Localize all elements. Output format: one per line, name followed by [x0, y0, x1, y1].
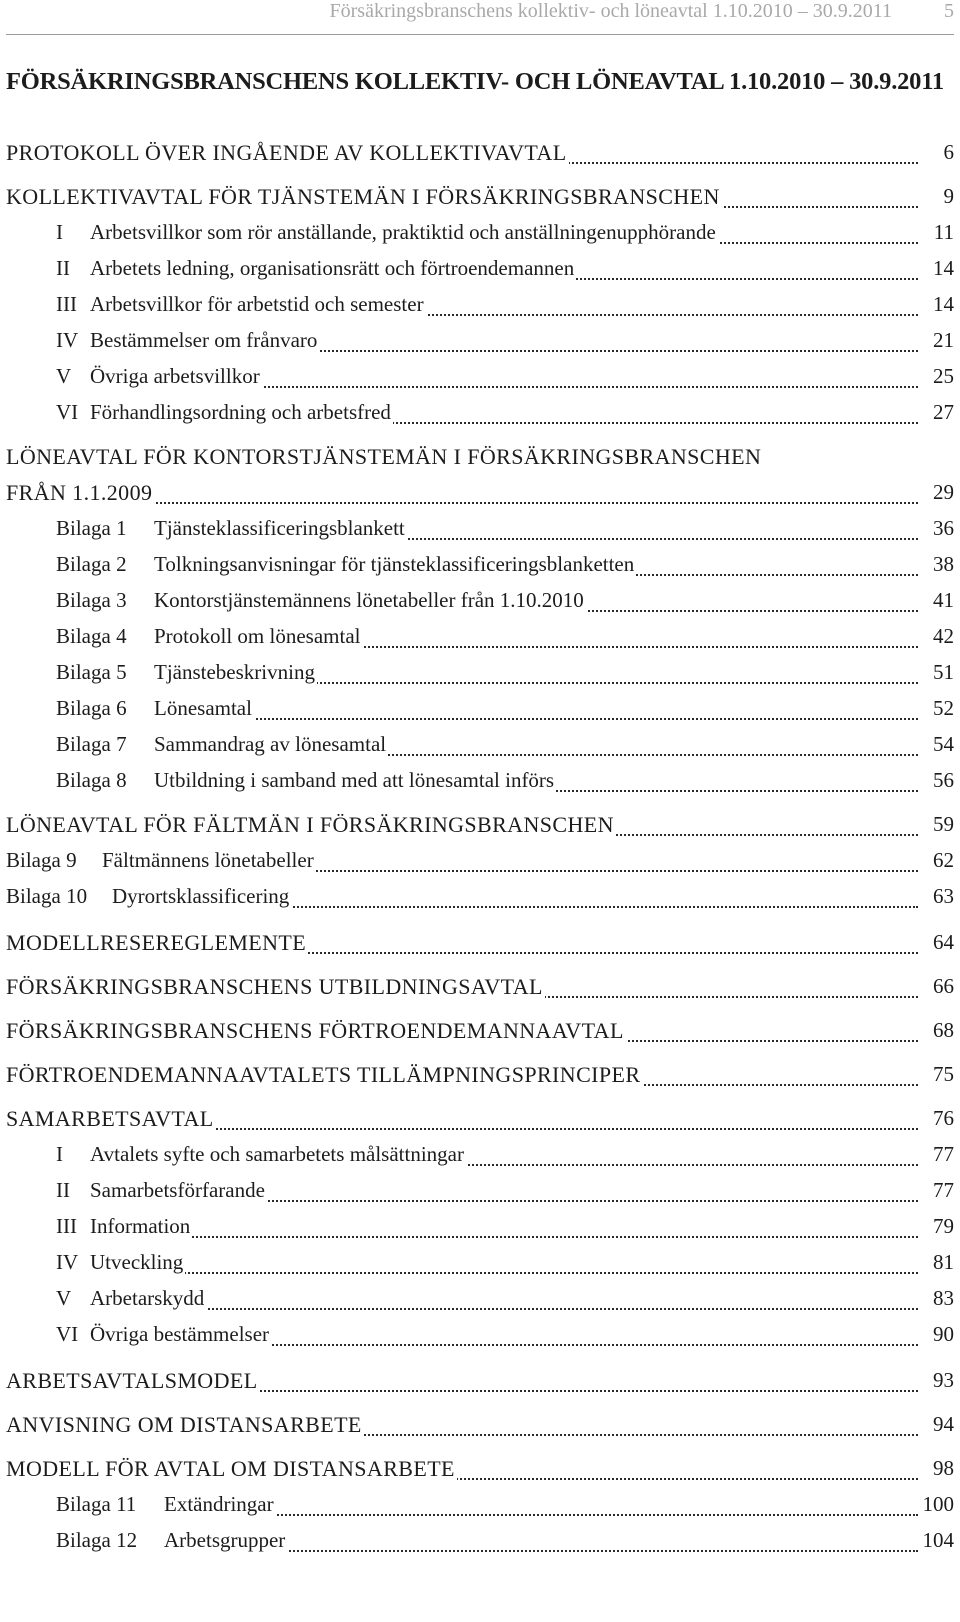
toc-entry-label: Arbetsgrupper	[164, 1528, 286, 1552]
toc-entry-label: Utveckling	[90, 1250, 184, 1274]
toc-entry-prefix: VI	[56, 1322, 79, 1346]
toc-entry-label: Sammandrag av lönesamtal	[154, 732, 387, 756]
toc-entry-page: 38	[933, 552, 954, 576]
toc-entry[interactable]	[0, 1214, 960, 1248]
toc-entry-page: 25	[933, 364, 954, 388]
toc-entry-prefix: V	[56, 1286, 72, 1310]
toc-entry[interactable]	[0, 1106, 960, 1140]
toc-entry[interactable]	[0, 516, 960, 550]
toc-entry-label: Tolkningsanvisningar för tjänsteklassificeringsblanketten	[154, 552, 635, 576]
toc-entry[interactable]	[0, 220, 960, 254]
toc-entry-prefix: Bilaga 6	[56, 696, 127, 720]
toc-entry[interactable]	[0, 588, 960, 622]
toc-entry-label: Samarbetsförfarande	[90, 1178, 265, 1202]
toc-entry-page: 83	[933, 1286, 954, 1310]
header-rule	[6, 34, 954, 35]
toc-entry-prefix: Bilaga 11	[56, 1492, 137, 1516]
toc-entry-label: Arbetsvillkor för arbetstid och semester	[90, 292, 424, 316]
toc-entry-page: 98	[933, 1456, 954, 1480]
toc-entry[interactable]	[0, 1322, 960, 1356]
toc-entry-prefix: IV	[56, 328, 79, 352]
toc-entry-page: 66	[933, 974, 954, 998]
toc-entry-label: Information	[90, 1214, 191, 1238]
toc-entry[interactable]	[0, 848, 960, 882]
toc-entry[interactable]	[0, 480, 960, 514]
toc-entry-page: 63	[933, 884, 954, 908]
toc-entry[interactable]	[0, 256, 960, 290]
toc-entry-label: Utbildning i samband med att lönesamtal införs	[154, 768, 555, 792]
toc-entry[interactable]	[0, 696, 960, 730]
toc-entry-label: ANVISNING OM DISTANSARBETE	[6, 1412, 362, 1437]
toc-entry-page: 68	[933, 1018, 954, 1042]
toc-entry[interactable]	[0, 1368, 960, 1402]
toc-entry[interactable]	[0, 1456, 960, 1490]
toc-entry-prefix: Bilaga 9	[6, 848, 77, 872]
toc-entry-page: 14	[933, 292, 954, 316]
toc-entry-prefix: Bilaga 4	[56, 624, 127, 648]
dot-leader	[100, 1272, 918, 1274]
toc-entry[interactable]	[0, 444, 960, 478]
toc-entry-prefix: Bilaga 7	[56, 732, 127, 756]
toc-entry-page: 76	[933, 1106, 954, 1130]
toc-entry-page: 64	[933, 930, 954, 954]
toc-entry-prefix: III	[56, 1214, 77, 1238]
toc-entry-prefix: Bilaga 8	[56, 768, 127, 792]
toc-entry[interactable]	[0, 974, 960, 1008]
toc-entry-label: Övriga arbetsvillkor	[90, 364, 260, 388]
toc-entry-page: 56	[933, 768, 954, 792]
toc-entry-prefix: Bilaga 5	[56, 660, 127, 684]
running-header-text: Försäkringsbranschens kollektiv- och löneavtal 1.10.2010 – 30.9.2011	[329, 0, 892, 22]
dot-leader	[100, 1236, 918, 1238]
toc-entry[interactable]	[0, 364, 960, 398]
toc-entry-page: 21	[933, 328, 954, 352]
toc-entry-label: Arbetsvillkor som rör anställande, praktiktid och anställningenupphörande	[90, 220, 716, 244]
toc-entry-label: Extändringar	[164, 1492, 274, 1516]
toc-entry-page: 14	[933, 256, 954, 280]
toc-entry[interactable]	[0, 1142, 960, 1176]
toc-entry[interactable]	[0, 140, 960, 174]
running-header	[0, 0, 960, 28]
toc-entry-page: 81	[933, 1250, 954, 1274]
toc-entry[interactable]	[0, 930, 960, 964]
toc-entry[interactable]	[0, 1492, 960, 1526]
toc-entry[interactable]	[0, 184, 960, 218]
toc-entry[interactable]	[0, 1250, 960, 1284]
toc-entry-label: Avtalets syfte och samarbetets målsättningar	[90, 1142, 464, 1166]
toc-entry-label: Lönesamtal	[154, 696, 252, 720]
toc-entry[interactable]	[0, 1528, 960, 1562]
toc-entry-prefix: V	[56, 364, 72, 388]
toc-entry[interactable]	[0, 292, 960, 326]
toc-entry-label: FÖRSÄKRINGSBRANSCHENS FÖRTROENDEMANNAAVTAL	[6, 1018, 624, 1043]
toc-entry[interactable]	[0, 1412, 960, 1446]
dot-leader	[100, 1308, 918, 1310]
toc-entry-page: 6	[943, 140, 954, 164]
toc-entry-label: FÖRSÄKRINGSBRANSCHENS UTBILDNINGSAVTAL	[6, 974, 543, 999]
toc-entry-prefix: VI	[56, 400, 79, 424]
toc-entry-page: 75	[933, 1062, 954, 1086]
toc-entry-prefix: I	[56, 1142, 63, 1166]
toc-entry-label: MODELLRESEREGLEMENTE	[6, 930, 307, 955]
toc-entry[interactable]	[0, 1062, 960, 1096]
toc-entry-page: 27	[933, 400, 954, 424]
toc-entry-page: 29	[933, 480, 954, 504]
toc-entry-label: Dyrortsklassificering	[112, 884, 290, 908]
toc-entry-page: 36	[933, 516, 954, 540]
toc-entry-label: Arbetets ledning, organisationsrätt och förtroendemannen	[90, 256, 575, 280]
toc-entry[interactable]	[0, 812, 960, 846]
toc-entry-label: ARBETSAVTALSMODEL	[6, 1368, 258, 1393]
toc-entry-prefix: Bilaga 1	[56, 516, 127, 540]
toc-entry-prefix: III	[56, 292, 77, 316]
toc-entry-prefix: Bilaga 10	[6, 884, 88, 908]
toc-entry-prefix: Bilaga 3	[56, 588, 127, 612]
document-title: FÖRSÄKRINGSBRANSCHENS KOLLEKTIV- OCH LÖNEAVTAL 1.10.2010 – 30.9.2011	[6, 68, 944, 95]
toc-entry[interactable]	[0, 328, 960, 362]
toc-entry[interactable]	[0, 624, 960, 658]
toc-entry-page: 42	[933, 624, 954, 648]
toc-entry-label: Tjänsteklassificeringsblankett	[154, 516, 405, 540]
toc-entry-label: LÖNEAVTAL FÖR KONTORSTJÄNSTEMÄN I FÖRSÄKRINGSBRANSCHEN	[6, 444, 762, 469]
toc-entry-label: Kontorstjänstemännens lönetabeller från 1.10.2010	[154, 588, 584, 612]
toc-entry-label: PROTOKOLL ÖVER INGÅENDE AV KOLLEKTIVAVTAL	[6, 140, 567, 165]
toc-entry-label: FÖRTROENDEMANNAAVTALETS TILLÄMPNINGSPRINCIPER	[6, 1062, 641, 1087]
toc-entry[interactable]	[0, 732, 960, 766]
toc-entry-prefix: IV	[56, 1250, 79, 1274]
toc-entry-label: Arbetarskydd	[90, 1286, 205, 1310]
toc-entry-label: Övriga bestämmelser	[90, 1322, 270, 1346]
toc-entry-page: 52	[933, 696, 954, 720]
toc-entry-prefix: Bilaga 2	[56, 552, 127, 576]
toc-entry-label: KOLLEKTIVAVTAL FÖR TJÄNSTEMÄN I FÖRSÄKRINGSBRANSCHEN	[6, 184, 720, 209]
toc-entry-page: 93	[933, 1368, 954, 1392]
toc-entry-page: 54	[933, 732, 954, 756]
toc-entry-label: FRÅN 1.1.2009	[6, 480, 153, 505]
toc-entry-page: 9	[943, 184, 954, 208]
toc-entry-label: Förhandlingsordning och arbetsfred	[90, 400, 391, 424]
toc-entry[interactable]	[0, 1018, 960, 1052]
toc-entry-page: 79	[933, 1214, 954, 1238]
toc-entry-page: 100	[922, 1492, 954, 1516]
toc-entry-prefix: II	[56, 1178, 70, 1202]
toc-entry-prefix: II	[56, 256, 70, 280]
toc-entry-page: 94	[933, 1412, 954, 1436]
toc-entry-label: MODELL FÖR AVTAL OM DISTANSARBETE	[6, 1456, 455, 1481]
toc-entry-label: Protokoll om lönesamtal	[154, 624, 361, 648]
toc-entry-page: 51	[933, 660, 954, 684]
toc-entry-page: 90	[933, 1322, 954, 1346]
toc-entry[interactable]	[0, 660, 960, 694]
toc-entry-label: SAMARBETSAVTAL	[6, 1106, 214, 1131]
toc-entry[interactable]	[0, 1286, 960, 1320]
toc-entry-label: Bestämmelser om frånvaro	[90, 328, 318, 352]
toc-entry-prefix: Bilaga 12	[56, 1528, 138, 1552]
toc-entry-page: 77	[933, 1178, 954, 1202]
toc-entry[interactable]	[0, 1178, 960, 1212]
toc-entry-label: Fältmännens lönetabeller	[102, 848, 314, 872]
toc-entry-page: 41	[933, 588, 954, 612]
page-number: 5	[944, 0, 954, 22]
dot-leader	[174, 1514, 918, 1516]
toc-entry-page: 104	[922, 1528, 954, 1552]
toc-entry-page: 59	[933, 812, 954, 836]
toc-entry[interactable]	[0, 884, 960, 918]
toc-entry[interactable]	[0, 768, 960, 802]
toc-entry[interactable]	[0, 552, 960, 586]
toc-entry-label: LÖNEAVTAL FÖR FÄLTMÄN I FÖRSÄKRINGSBRANSCHEN	[6, 812, 614, 837]
toc-entry-page: 11	[933, 220, 954, 244]
toc-entry-page: 77	[933, 1142, 954, 1166]
toc-entry-page: 62	[933, 848, 954, 872]
toc-entry-label: Tjänstebeskrivning	[154, 660, 315, 684]
toc-entry[interactable]	[0, 400, 960, 434]
toc-entry-prefix: I	[56, 220, 63, 244]
dot-leader	[164, 718, 918, 720]
